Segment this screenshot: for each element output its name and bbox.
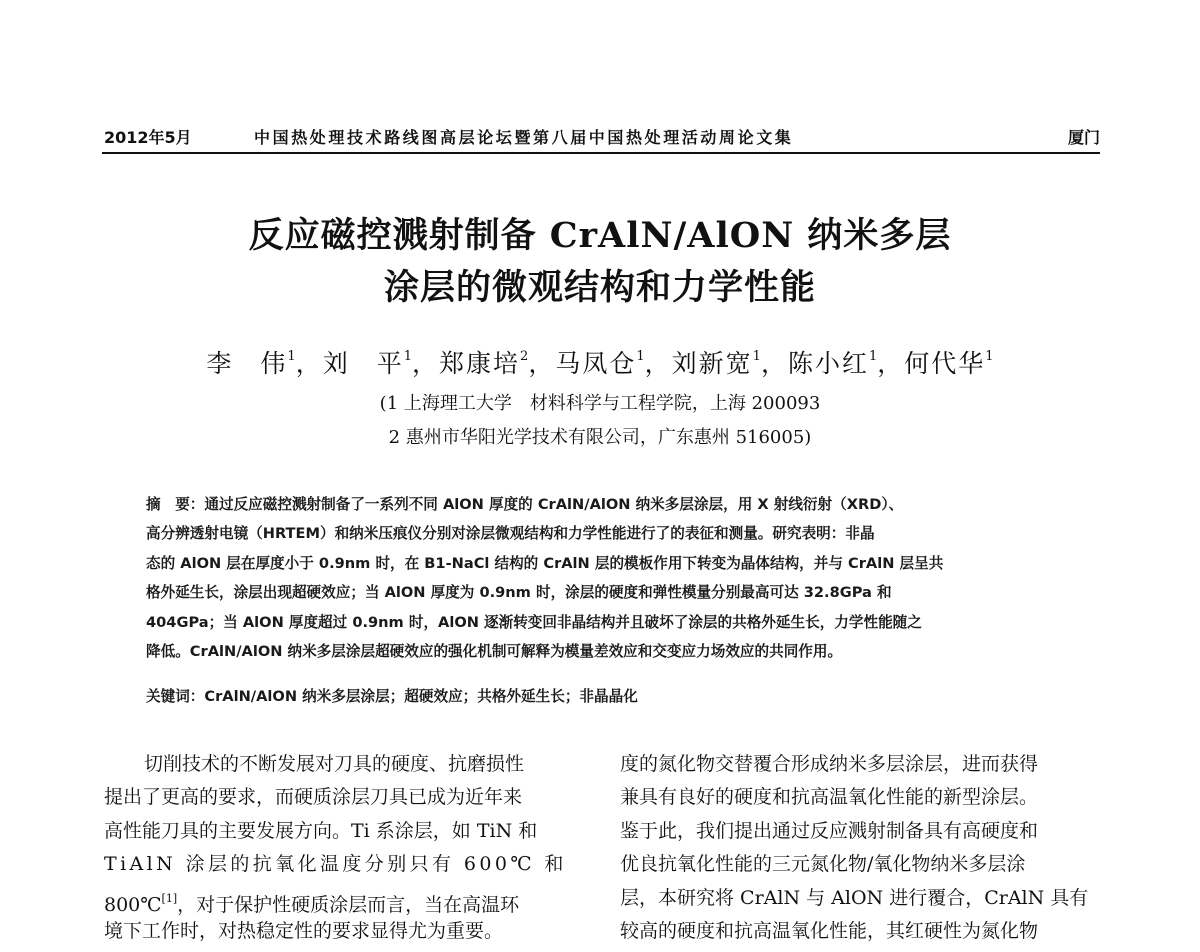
affiliation-line-1: (1 上海理工大学 材料科学与工程学院，上海 200093 — [379, 393, 821, 414]
author: 马凤仓$^1$ — [555, 349, 645, 378]
body-line: 境下工作时，对热稳定性的要求显得尤为重要。 — [104, 919, 504, 942]
body-line: 优良抗氧化性能的三元氮化物/氧化物纳米多层涂 — [620, 853, 1026, 876]
affiliation-line-2: 2 惠州市华阳光学技术有限公司，广东惠州 516005) — [388, 427, 812, 448]
author-affiliation-mark: 1 — [752, 349, 761, 364]
header-rule — [102, 152, 1100, 154]
abstract-line: 格外延生长，涂层出现超硬效应；当 AlON 厚度为 0.9nm 时，涂层的硬度和弹性模量分别最高可达 32.8GPa 和 — [146, 584, 892, 602]
author: 刘新宽$^1$ — [671, 349, 761, 378]
keywords-label: 关键词： — [146, 688, 205, 705]
body-line: 较高的硬度和抗高温氧化性能，其红硬性为氮化物 — [620, 919, 1039, 942]
body-line: TiAlN 涂层的抗氧化温度分别只有 600℃ 和 — [104, 853, 567, 876]
author-affiliation-mark: 1 — [868, 349, 878, 364]
author: 李 伟$^1$ — [206, 349, 296, 378]
author: 陈小红$^1$ — [787, 349, 878, 378]
author: 郑康培$^2$ — [439, 349, 529, 378]
body-line: 提出了更高的要求，而硬质涂层刀具已成为近年来 — [104, 786, 523, 809]
body-column-left — [104, 748, 580, 948]
body-line: 兼具有良好的硬度和抗高温氧化性能的新型涂层。 — [620, 786, 1039, 809]
abstract-line: 高分辨透射电镜（HRTEM）和纳米压痕仪分别对涂层微观结构和力学性能进行了的表征和测量。研究表明：非晶 — [146, 525, 875, 543]
keywords — [146, 684, 1064, 710]
abstract — [146, 490, 1064, 666]
abstract-line: 404GPa；当 AlON 厚度超过 0.9nm 时，AlON 逐渐转变回非晶结构并且破坏了涂层的共格外延生长，力学性能随之 — [146, 613, 922, 631]
abstract-line: 态的 AlON 层在厚度小于 0.9nm 时，在 B1-NaCl 结构的 CrAlN 层的模板作用下转变为晶体结构，并与 CrAlN 层呈共 — [146, 554, 944, 572]
author-affiliation-mark: 1 — [985, 349, 994, 364]
body-line: 高性能刀具的主要发展方向。Ti 系涂层，如 TiN 和 — [104, 819, 538, 842]
author: 何代华$^1$ — [904, 349, 994, 378]
body-line: 切削技术的不断发展对刀具的硬度、抗磨损性 — [144, 753, 525, 775]
paper-title-line-1: 反应磁控溅射制备 CrAlN/AlON 纳米多层 — [248, 215, 952, 256]
citation-mark: [1] — [161, 891, 178, 905]
header-journal-title: 中国热处理技术路线图高层论坛暨第八届中国热处理活动周论文集 — [254, 128, 794, 147]
author-list: 李 伟$^1$，刘 平$^1$，郑康培$^2$，马凤仓$^1$，刘新宽$^1$，陈小红$^1$，何代华$^1$ — [206, 349, 994, 378]
author-affiliation-mark: 2 — [520, 349, 529, 364]
running-header — [104, 128, 1100, 152]
author-affiliation-mark: 1 — [636, 349, 645, 364]
abstract-line: 摘 要：通过反应磁控溅射制备了一系列不同 AlON 厚度的 CrAlN/AlON 纳米多层涂层，用 X 射线衍射（XRD）、 — [146, 496, 904, 513]
header-place: 厦门 — [1067, 128, 1100, 147]
abstract-line: 降低。CrAlN/AlON 纳米多层涂层超硬效应的强化机制可解释为模量差效应和交变应力场效应的共同作用。 — [146, 642, 843, 660]
author: 刘 平$^1$ — [322, 349, 413, 378]
author-affiliation-mark: 1 — [287, 349, 296, 364]
paper-title-line-2: 涂层的微观结构和力学性能 — [383, 267, 816, 308]
keywords-text: CrAlN/AlON 纳米多层涂层；超硬效应；共格外延生长；非晶晶化 — [204, 688, 638, 705]
body-line: 层，本研究将 CrAlN 与 AlON 进行覆合，CrAlN 具有 — [620, 886, 1089, 909]
body-line: 800℃[1]，对于保护性硬质涂层而言，当在高温环 — [104, 891, 520, 916]
author-affiliation-mark: 1 — [403, 349, 413, 364]
body-column-right — [620, 748, 1102, 948]
abstract-label: 摘 要： — [146, 496, 205, 513]
body-line: 度的氮化物交替覆合形成纳米多层涂层，进而获得 — [620, 753, 1039, 775]
header-date: 2012年5月 — [104, 128, 192, 147]
body-line: 鉴于此，我们提出通过反应溅射制备具有高硬度和 — [620, 819, 1039, 842]
